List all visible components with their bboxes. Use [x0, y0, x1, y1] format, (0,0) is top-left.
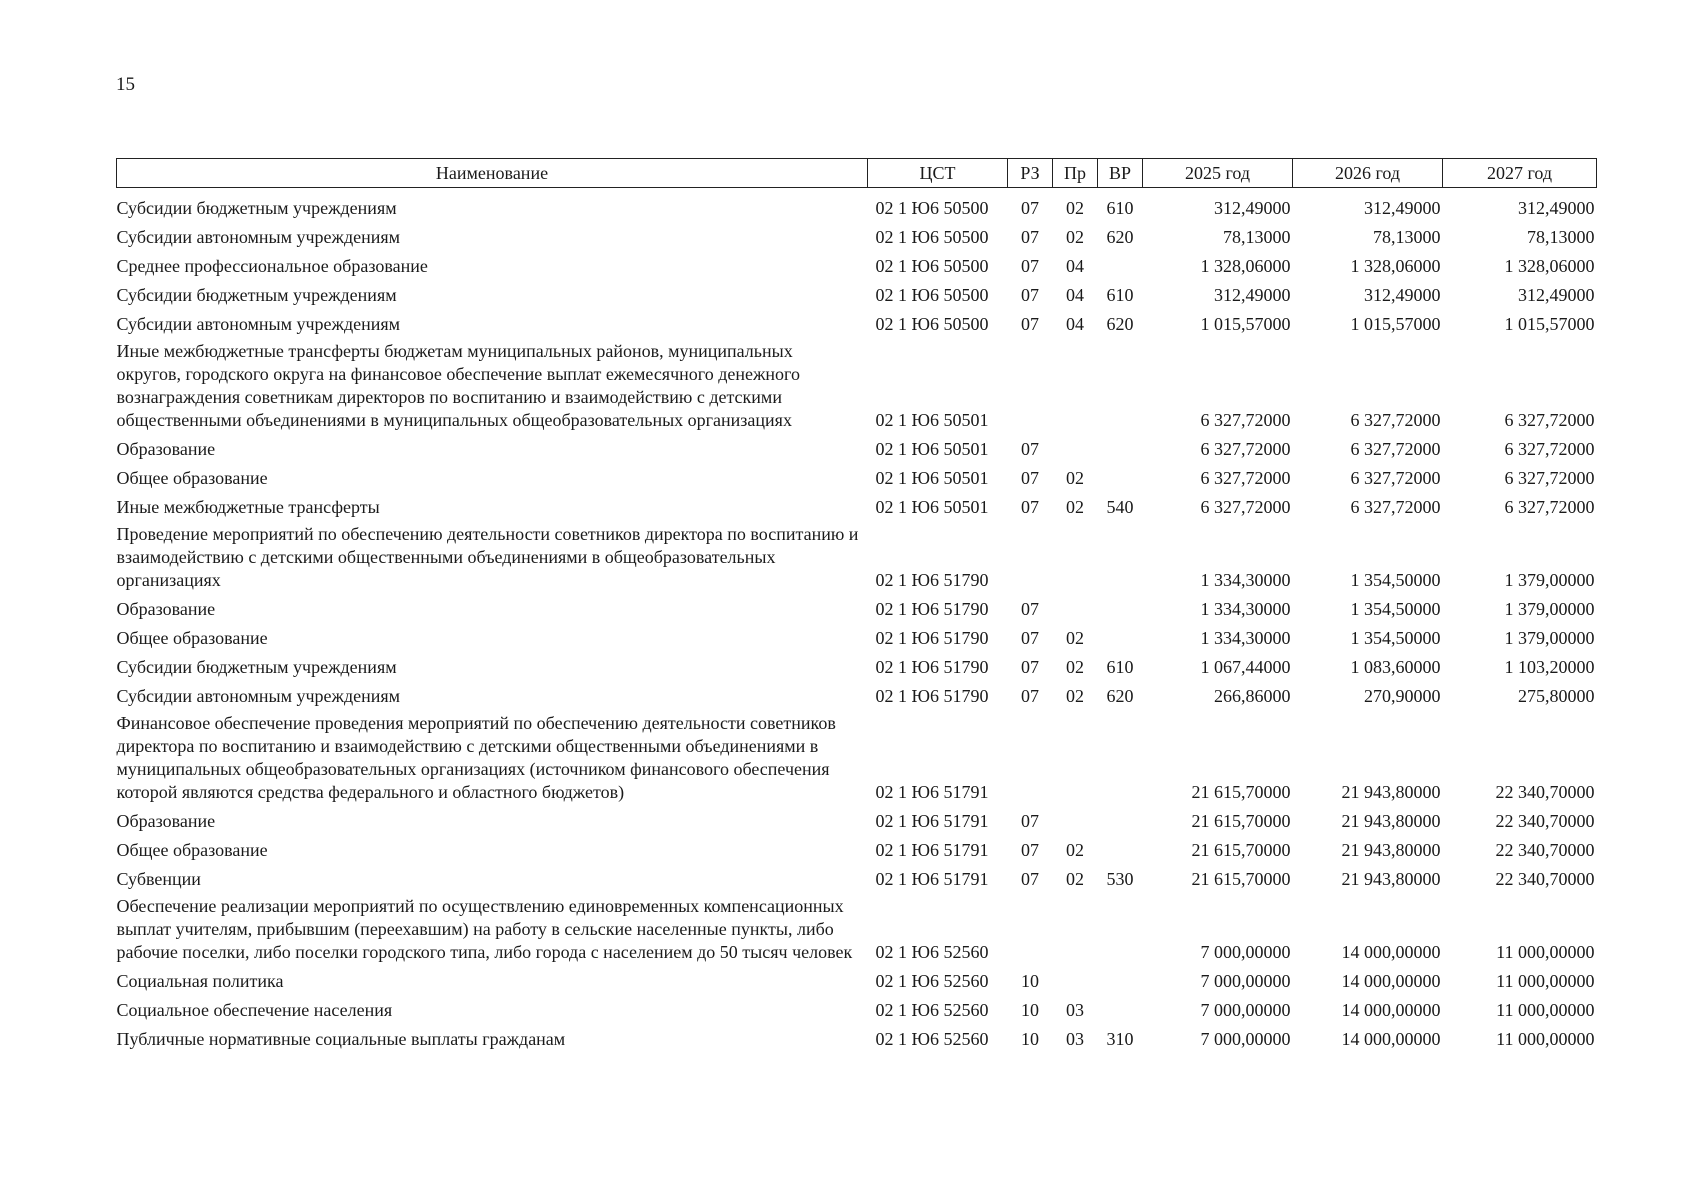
- cell-pr: 02: [1066, 227, 1084, 247]
- cell-rz: 10: [1021, 971, 1039, 991]
- cell-cst: 02 1 Ю6 50500: [875, 285, 989, 305]
- cell-rz: 07: [1021, 657, 1039, 677]
- cell-rz: 07: [1021, 599, 1039, 619]
- page-number: 15: [116, 74, 135, 95]
- cell-2026: 21 943,80000: [1341, 782, 1441, 802]
- cell-2027: 6 327,72000: [1504, 468, 1595, 488]
- table-row: [117, 249, 1597, 278]
- cell-rz: 10: [1021, 1029, 1039, 1049]
- cell-2025: 1 334,30000: [1200, 570, 1291, 590]
- header-cst: ЦСТ: [868, 159, 1008, 188]
- table-row: [117, 891, 1597, 964]
- cell-2027: 22 340,70000: [1495, 811, 1595, 831]
- cell-vr: 540: [1106, 497, 1134, 517]
- table-row: [117, 519, 1597, 592]
- cell-cst: 02 1 Ю6 50500: [875, 227, 989, 247]
- cell-pr: 02: [1066, 468, 1084, 488]
- cell-2027: 22 340,70000: [1495, 840, 1595, 860]
- cell-name: Иные межбюджетные трансферты: [116, 497, 380, 517]
- cell-2025: 1 334,30000: [1200, 599, 1291, 619]
- cell-2027: 6 327,72000: [1504, 439, 1595, 459]
- table-row: [117, 993, 1597, 1022]
- cell-2027: 1 328,06000: [1504, 256, 1595, 276]
- cell-vr: 620: [1106, 686, 1134, 706]
- cell-pr: [1053, 891, 1098, 964]
- cell-pr: 04: [1066, 256, 1084, 276]
- cell-vr: [1098, 432, 1143, 461]
- table-row: [117, 490, 1597, 519]
- cell-2025: 21 615,70000: [1191, 811, 1291, 831]
- cell-2027: 22 340,70000: [1495, 782, 1595, 802]
- cell-pr: 02: [1066, 840, 1084, 860]
- cell-rz: [1008, 891, 1053, 964]
- table-row: [117, 220, 1597, 249]
- table-row: [117, 432, 1597, 461]
- cell-cst: 02 1 Ю6 52560: [875, 1029, 989, 1049]
- table-row: [117, 188, 1597, 221]
- cell-pr: [1053, 804, 1098, 833]
- cell-vr: [1098, 461, 1143, 490]
- header-vr: ВР: [1098, 159, 1143, 188]
- budget-table-container: [116, 158, 1596, 1051]
- cell-cst: 02 1 Ю6 52560: [875, 971, 989, 991]
- cell-2025: 6 327,72000: [1200, 497, 1291, 517]
- cell-name: Общее образование: [116, 468, 268, 488]
- cell-rz: 07: [1021, 227, 1039, 247]
- cell-pr: [1053, 708, 1098, 804]
- cell-cst: 02 1 Ю6 50501: [875, 410, 989, 430]
- cell-vr: 610: [1106, 285, 1134, 305]
- cell-2026: 270,90000: [1364, 686, 1441, 706]
- cell-2026: 312,49000: [1364, 285, 1441, 305]
- cell-pr: 04: [1066, 285, 1084, 305]
- cell-2026: 1 354,50000: [1350, 599, 1441, 619]
- cell-2026: 6 327,72000: [1350, 410, 1441, 430]
- cell-vr: 530: [1106, 869, 1134, 889]
- cell-pr: [1053, 432, 1098, 461]
- cell-2026: 14 000,00000: [1341, 942, 1441, 962]
- cell-vr: 610: [1106, 657, 1134, 677]
- cell-2026: 1 354,50000: [1350, 628, 1441, 648]
- cell-vr: 610: [1106, 198, 1134, 218]
- cell-name: Образование: [116, 811, 216, 831]
- cell-2025: 7 000,00000: [1200, 942, 1291, 962]
- cell-cst: 02 1 Ю6 51790: [875, 657, 989, 677]
- cell-rz: 07: [1021, 314, 1039, 334]
- table-row: [117, 621, 1597, 650]
- cell-pr: [1053, 336, 1098, 432]
- cell-cst: 02 1 Ю6 51790: [875, 599, 989, 619]
- table-row: [117, 708, 1597, 804]
- cell-rz: [1008, 708, 1053, 804]
- table-row: [117, 804, 1597, 833]
- cell-2025: 7 000,00000: [1200, 1000, 1291, 1020]
- cell-2026: 1 328,06000: [1350, 256, 1441, 276]
- cell-2026: 6 327,72000: [1350, 468, 1441, 488]
- cell-pr: [1053, 592, 1098, 621]
- table-row: [117, 833, 1597, 862]
- cell-rz: 07: [1021, 869, 1039, 889]
- cell-2027: 1 015,57000: [1504, 314, 1595, 334]
- cell-2025: 78,13000: [1223, 227, 1291, 247]
- cell-rz: 07: [1021, 256, 1039, 276]
- table-row: [117, 278, 1597, 307]
- cell-2027: 275,80000: [1518, 686, 1595, 706]
- cell-cst: 02 1 Ю6 50501: [875, 439, 989, 459]
- cell-pr: 04: [1066, 314, 1084, 334]
- cell-cst: 02 1 Ю6 50501: [875, 497, 989, 517]
- cell-pr: 02: [1066, 869, 1084, 889]
- cell-name: Публичные нормативные социальные выплаты гражданам: [116, 1029, 566, 1049]
- cell-vr: [1098, 891, 1143, 964]
- cell-2027: 22 340,70000: [1495, 869, 1595, 889]
- cell-cst: 02 1 Ю6 52560: [875, 1000, 989, 1020]
- cell-vr: [1098, 993, 1143, 1022]
- cell-pr: 03: [1066, 1000, 1084, 1020]
- cell-2027: 1 379,00000: [1504, 570, 1595, 590]
- cell-name: Субсидии автономным учреждениям: [116, 227, 401, 247]
- cell-name: Обеспечение реализации мероприятий по осуществлению единовременных компенсационных выплат учителям, прибывшим (переехавшим) на работу в сельские населенные пункты, либо рабочие поселки, либо поселки городского типа, либо города с населением до 50 тысяч человек: [116, 896, 853, 962]
- cell-cst: 02 1 Ю6 51790: [875, 570, 989, 590]
- header-2025: 2025 год: [1143, 159, 1293, 188]
- cell-2025: 266,86000: [1214, 686, 1291, 706]
- cell-2027: 312,49000: [1518, 198, 1595, 218]
- table-row: [117, 679, 1597, 708]
- cell-rz: 07: [1021, 840, 1039, 860]
- cell-2025: 312,49000: [1214, 285, 1291, 305]
- cell-vr: [1098, 804, 1143, 833]
- cell-vr: 310: [1106, 1029, 1134, 1049]
- cell-2026: 21 943,80000: [1341, 869, 1441, 889]
- cell-2025: 21 615,70000: [1191, 869, 1291, 889]
- cell-2026: 6 327,72000: [1350, 439, 1441, 459]
- cell-pr: 02: [1066, 657, 1084, 677]
- cell-name: Социальная политика: [116, 971, 284, 991]
- cell-rz: 07: [1021, 285, 1039, 305]
- cell-2025: 6 327,72000: [1200, 439, 1291, 459]
- cell-rz: 07: [1021, 198, 1039, 218]
- table-row: [117, 592, 1597, 621]
- cell-vr: [1098, 519, 1143, 592]
- cell-2027: 1 379,00000: [1504, 599, 1595, 619]
- cell-2025: 6 327,72000: [1200, 410, 1291, 430]
- cell-cst: 02 1 Ю6 50500: [875, 198, 989, 218]
- cell-2026: 6 327,72000: [1350, 497, 1441, 517]
- header-row: [117, 159, 1597, 188]
- cell-pr: 02: [1066, 628, 1084, 648]
- cell-2025: 312,49000: [1214, 198, 1291, 218]
- cell-rz: [1008, 336, 1053, 432]
- cell-2025: 6 327,72000: [1200, 468, 1291, 488]
- header-2027: 2027 год: [1443, 159, 1597, 188]
- cell-2027: 6 327,72000: [1504, 497, 1595, 517]
- cell-name: Иные межбюджетные трансферты бюджетам муниципальных районов, муниципальных округов, городского округа на финансовое обеспечение выплат ежемесячного денежного вознаграждения советникам директоров по воспитанию и взаимодействию с детскими общественными объединениями в муниципальных общеобразовательных организациях: [116, 341, 800, 430]
- cell-2026: 1 015,57000: [1350, 314, 1441, 334]
- cell-2027: 1 103,20000: [1504, 657, 1595, 677]
- cell-2026: 1 354,50000: [1350, 570, 1441, 590]
- cell-2027: 11 000,00000: [1496, 1000, 1595, 1020]
- cell-2026: 14 000,00000: [1341, 1029, 1441, 1049]
- cell-pr: [1053, 519, 1098, 592]
- cell-2025: 21 615,70000: [1191, 840, 1291, 860]
- cell-2027: 1 379,00000: [1504, 628, 1595, 648]
- cell-vr: [1098, 249, 1143, 278]
- table-header: [117, 159, 1597, 188]
- cell-2027: 11 000,00000: [1496, 942, 1595, 962]
- cell-2026: 78,13000: [1373, 227, 1441, 247]
- cell-2025: 1 067,44000: [1200, 657, 1291, 677]
- cell-vr: 620: [1106, 314, 1134, 334]
- cell-name: Среднее профессиональное образование: [116, 256, 428, 276]
- table-row: [117, 307, 1597, 336]
- cell-rz: 07: [1021, 686, 1039, 706]
- cell-2025: 7 000,00000: [1200, 971, 1291, 991]
- cell-cst: 02 1 Ю6 51790: [875, 686, 989, 706]
- cell-2026: 21 943,80000: [1341, 811, 1441, 831]
- cell-vr: 620: [1106, 227, 1134, 247]
- cell-cst: 02 1 Ю6 52560: [875, 942, 989, 962]
- cell-rz: 07: [1021, 811, 1039, 831]
- cell-2026: 312,49000: [1364, 198, 1441, 218]
- cell-cst: 02 1 Ю6 51790: [875, 628, 989, 648]
- cell-name: Субсидии бюджетным учреждениям: [116, 285, 397, 305]
- header-name: Наименование: [117, 159, 868, 188]
- table-row: [117, 964, 1597, 993]
- table-body: [117, 188, 1597, 1052]
- cell-2026: 21 943,80000: [1341, 840, 1441, 860]
- cell-name: Финансовое обеспечение проведения мероприятий по обеспечению деятельности советников директора по воспитанию и взаимодействию с детскими общественными объединениями в муниципальных общеобразовательных организациях (источником финансового обеспечения которой являются средства федерального и областного бюджетов): [116, 713, 836, 802]
- cell-name: Образование: [116, 599, 216, 619]
- cell-pr: 02: [1066, 198, 1084, 218]
- cell-name: Субсидии автономным учреждениям: [116, 686, 401, 706]
- cell-2026: 1 083,60000: [1350, 657, 1441, 677]
- cell-cst: 02 1 Ю6 51791: [875, 811, 989, 831]
- cell-cst: 02 1 Ю6 51791: [875, 782, 989, 802]
- cell-cst: 02 1 Ю6 51791: [875, 869, 989, 889]
- cell-name: Субсидии автономным учреждениям: [116, 314, 401, 334]
- cell-2027: 6 327,72000: [1504, 410, 1595, 430]
- header-rz: РЗ: [1008, 159, 1053, 188]
- cell-rz: 07: [1021, 439, 1039, 459]
- cell-vr: [1098, 621, 1143, 650]
- cell-cst: 02 1 Ю6 50500: [875, 314, 989, 334]
- cell-cst: 02 1 Ю6 50501: [875, 468, 989, 488]
- budget-table: [116, 158, 1597, 1051]
- cell-vr: [1098, 708, 1143, 804]
- cell-name: Субсидии бюджетным учреждениям: [116, 198, 397, 218]
- cell-2025: 1 015,57000: [1200, 314, 1291, 334]
- cell-2027: 11 000,00000: [1496, 971, 1595, 991]
- cell-vr: [1098, 833, 1143, 862]
- header-pr: Пр: [1053, 159, 1098, 188]
- cell-rz: 10: [1021, 1000, 1039, 1020]
- cell-pr: [1053, 964, 1098, 993]
- table-row: [117, 461, 1597, 490]
- cell-pr: 02: [1066, 497, 1084, 517]
- cell-rz: 07: [1021, 468, 1039, 488]
- cell-name: Субвенции: [116, 869, 201, 889]
- cell-2026: 14 000,00000: [1341, 971, 1441, 991]
- cell-2025: 7 000,00000: [1200, 1029, 1291, 1049]
- table-row: [117, 650, 1597, 679]
- cell-name: Образование: [116, 439, 216, 459]
- cell-name: Проведение мероприятий по обеспечению деятельности советников директора по воспитанию и взаимодействию с детскими общественными объединениями в общеобразовательных организациях: [116, 524, 859, 590]
- cell-pr: 02: [1066, 686, 1084, 706]
- cell-2027: 78,13000: [1527, 227, 1595, 247]
- cell-name: Субсидии бюджетным учреждениям: [116, 657, 397, 677]
- cell-rz: [1008, 519, 1053, 592]
- cell-rz: 07: [1021, 497, 1039, 517]
- cell-name: Общее образование: [116, 840, 268, 860]
- cell-2025: 1 334,30000: [1200, 628, 1291, 648]
- table-row: [117, 1022, 1597, 1051]
- cell-vr: [1098, 592, 1143, 621]
- cell-name: Социальное обеспечение населения: [116, 1000, 393, 1020]
- cell-vr: [1098, 964, 1143, 993]
- header-2026: 2026 год: [1293, 159, 1443, 188]
- cell-vr: [1098, 336, 1143, 432]
- cell-pr: 03: [1066, 1029, 1084, 1049]
- cell-2025: 21 615,70000: [1191, 782, 1291, 802]
- cell-cst: 02 1 Ю6 51791: [875, 840, 989, 860]
- cell-cst: 02 1 Ю6 50500: [875, 256, 989, 276]
- table-row: [117, 862, 1597, 891]
- cell-name: Общее образование: [116, 628, 268, 648]
- cell-2027: 11 000,00000: [1496, 1029, 1595, 1049]
- table-row: [117, 336, 1597, 432]
- cell-rz: 07: [1021, 628, 1039, 648]
- cell-2026: 14 000,00000: [1341, 1000, 1441, 1020]
- cell-2027: 312,49000: [1518, 285, 1595, 305]
- cell-2025: 1 328,06000: [1200, 256, 1291, 276]
